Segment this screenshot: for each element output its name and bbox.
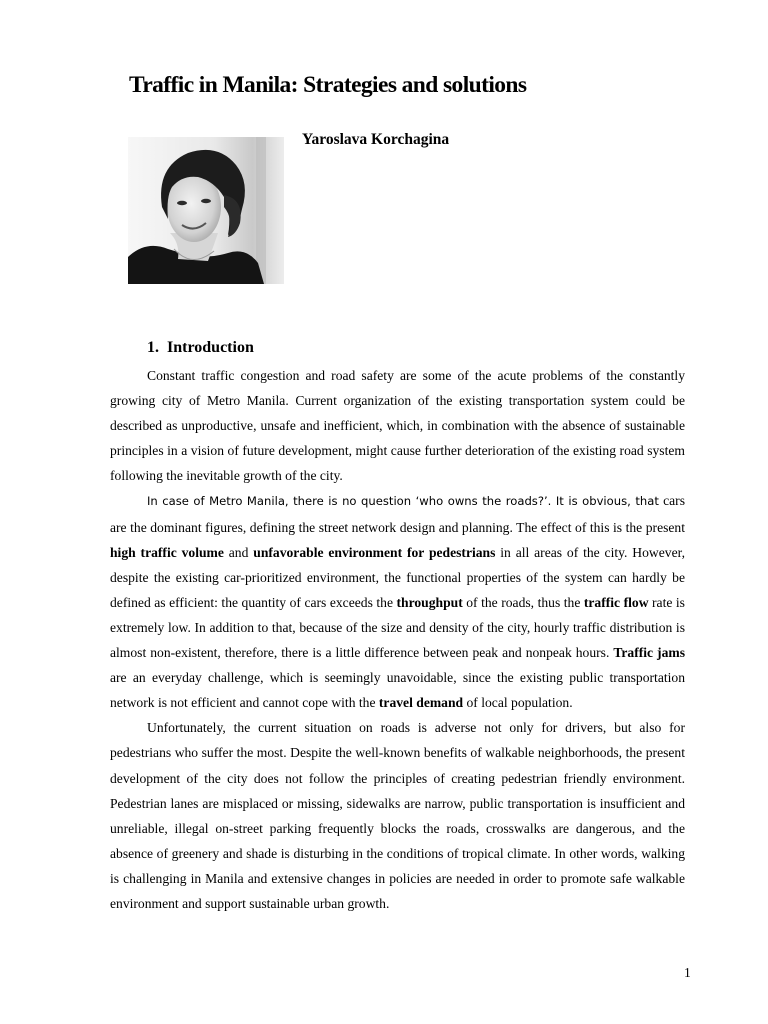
section-number: 1. [147,339,159,356]
paragraph-2-text-5: rate is extremely low. In addition to that, because of the size and density of the city, hourly traffic distribution is almost non-existent, therefore, there is a little difference between peak and nonpeak hours. [110,594,685,661]
paragraph-1 [110,363,685,488]
paragraph-3 [110,715,685,916]
body-text [110,363,685,916]
paragraph-2-text-6: are an everyday challenge, which is seemingly unavoidable, since the existing public transportation network is not efficient and cannot cope with the [110,670,685,711]
author-photo [128,137,284,284]
term-unfavorable-environment: unfavorable environment for pedestrians [253,544,496,560]
paragraph-1-text: Constant traffic congestion and road safety are some of the acute problems of the constantly growing city of Metro Manila. Current organization of the existing transportation system could be described as unproductive, unsafe and inefficient, which, in combination with the absence of sustainable principles in a vision of future development, might cause further deterioration of the existing road system following the inevitable growth of the city. [110,368,685,484]
term-traffic-flow: traffic flow [583,594,649,610]
document-title: Traffic in Manila: Strategies and solutions [129,72,527,98]
author-name: Yaroslava Korchagina [302,131,450,148]
term-high-traffic-volume: high traffic volume [110,544,224,560]
paragraph-2-text-7: of local population. [463,695,573,711]
term-traffic-jams: Traffic jams [613,645,685,661]
paragraph-2 [110,488,685,715]
paragraph-3-text: Unfortunately, the current situation on roads is adverse not only for drivers, but also for pedestrians who suffer the most. Despite the well-known benefits of walkable neighborhoods, the present development of the city does not follow the principles of creating pedestrian friendly environment. Pedestrian lanes are misplaced or missing, sidewalks are narrow, public transportation is insufficient and unreliable, illegal on-street parking frequently blocks the roads, crosswalks are dangerous, and the absence of greenery and shade is disturbing in the conditions of tropical climate. In other words, walking is challenging in Manila and extensive changes in policies are needed in order to promote safe walkable environment and support sustainable urban growth. [110,720,685,911]
portrait-illustration [128,137,284,284]
paragraph-2-intro: In case of Metro Manila, there is no question ‘who owns the roads?’. It is obvious, that [147,494,659,509]
section-heading [147,338,254,358]
paragraph-2-text-4: of the roads, thus the [462,594,584,610]
paragraph-2-text-3: in all areas of the city. However, despite the existing car-prioritized environment, the functional properties of the system can hardly be defined as efficient: the quantity of cars exceeds the [110,544,685,610]
section-title: Introduction [167,339,254,356]
paragraph-2-text-1: cars are the dominant figures, defining the street network design and planning. The effect of this is the present [110,493,685,535]
paragraph-2-text-2: and [223,544,254,560]
term-throughput: throughput [396,594,463,610]
page-number: 1 [684,965,691,980]
term-travel-demand: travel demand [378,695,464,711]
